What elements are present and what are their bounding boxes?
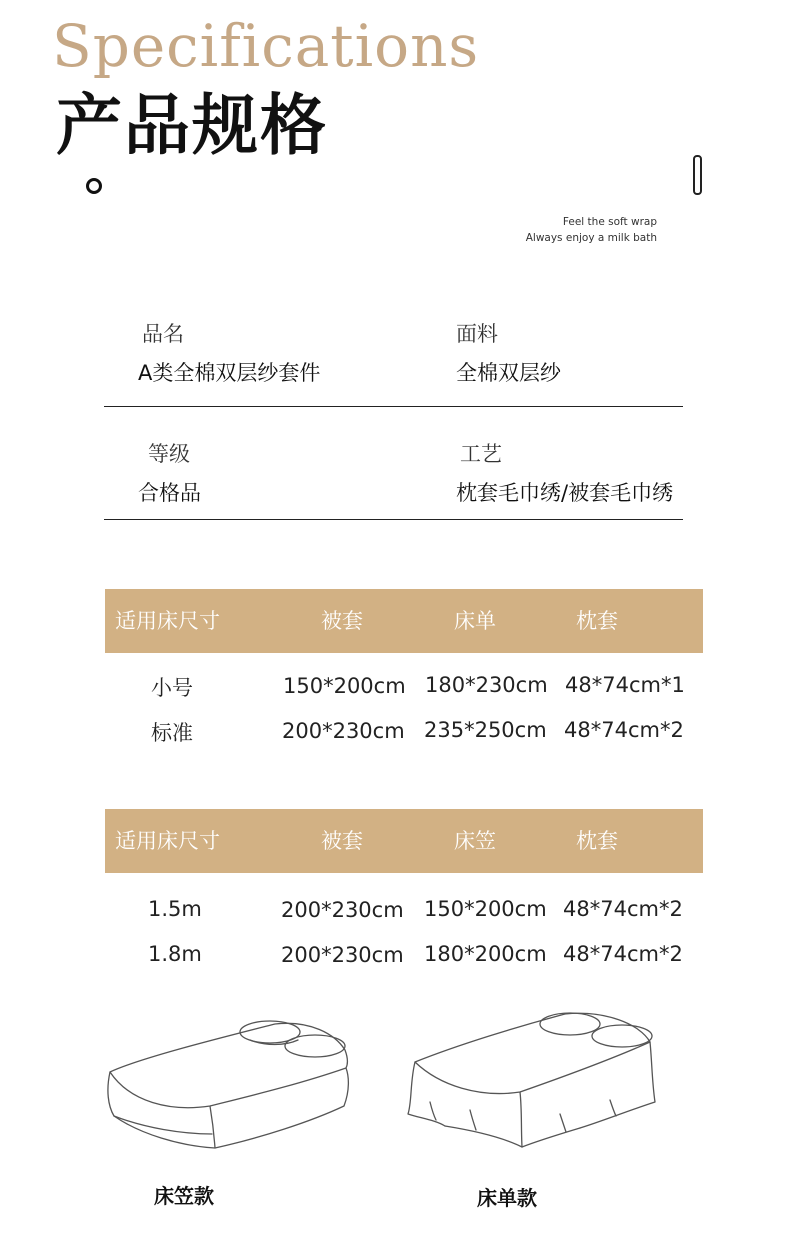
tagline-line-1: Feel the soft wrap: [562, 216, 657, 228]
circle-icon: [86, 178, 102, 194]
fitted-sheet-bed-illustration: [100, 1010, 370, 1160]
tagline-line-2: Always enjoy a milk bath: [525, 232, 657, 244]
fitted-sheet-caption: 床笠款: [154, 1184, 214, 1208]
divider: [104, 406, 683, 407]
size-table-2-body: [105, 895, 703, 985]
spec-label-fabric: 面料: [456, 322, 498, 346]
divider: [104, 519, 683, 520]
spec-label-grade: 等级: [148, 442, 190, 466]
table-cell: 180*230cm: [425, 673, 548, 697]
column-header-bed-size: 适用床尺寸: [115, 829, 220, 853]
table-cell: 200*230cm: [281, 898, 404, 922]
page-title-english: Specifications: [52, 12, 480, 80]
size-table-1-body: [105, 670, 703, 760]
size-table-2-header: [105, 809, 703, 873]
column-header-bed-size: 适用床尺寸: [115, 609, 220, 633]
column-header-duvet-cover: 被套: [321, 829, 363, 853]
spec-value-grade: 合格品: [138, 481, 201, 505]
table-cell: 1.5m: [148, 897, 202, 921]
table-cell: 150*200cm: [283, 674, 406, 698]
table-cell: 48*74cm*2: [564, 718, 684, 742]
flat-sheet-caption: 床单款: [477, 1186, 537, 1210]
tagline: [526, 214, 657, 246]
column-header-fitted-sheet: 床笠: [454, 829, 496, 853]
table-cell: 标准: [151, 721, 193, 745]
size-table-1-header: [105, 589, 703, 653]
flat-sheet-bed-illustration: [400, 1002, 670, 1162]
pill-icon: [693, 155, 702, 195]
table-cell: 小号: [151, 676, 193, 700]
table-cell: 48*74cm*2: [563, 942, 683, 966]
table-cell: 200*230cm: [281, 943, 404, 967]
table-cell: 200*230cm: [282, 719, 405, 743]
spec-label-name: 品名: [142, 322, 184, 346]
table-cell: 48*74cm*2: [563, 897, 683, 921]
column-header-pillowcase: 枕套: [576, 829, 618, 853]
page-title: 产品规格: [56, 87, 328, 164]
spec-value-name: A类全棉双层纱套件: [138, 361, 321, 385]
table-cell: 1.8m: [148, 942, 202, 966]
column-header-duvet-cover: 被套: [321, 609, 363, 633]
table-cell: 150*200cm: [424, 897, 547, 921]
column-header-bed-sheet: 床单: [454, 609, 496, 633]
spec-value-fabric: 全棉双层纱: [456, 361, 561, 385]
spec-label-craft: 工艺: [460, 442, 502, 466]
table-cell: 235*250cm: [424, 718, 547, 742]
column-header-pillowcase: 枕套: [576, 609, 618, 633]
table-cell: 180*200cm: [424, 942, 547, 966]
table-cell: 48*74cm*1: [565, 673, 685, 697]
spec-value-craft: 枕套毛巾绣/被套毛巾绣: [456, 481, 674, 505]
